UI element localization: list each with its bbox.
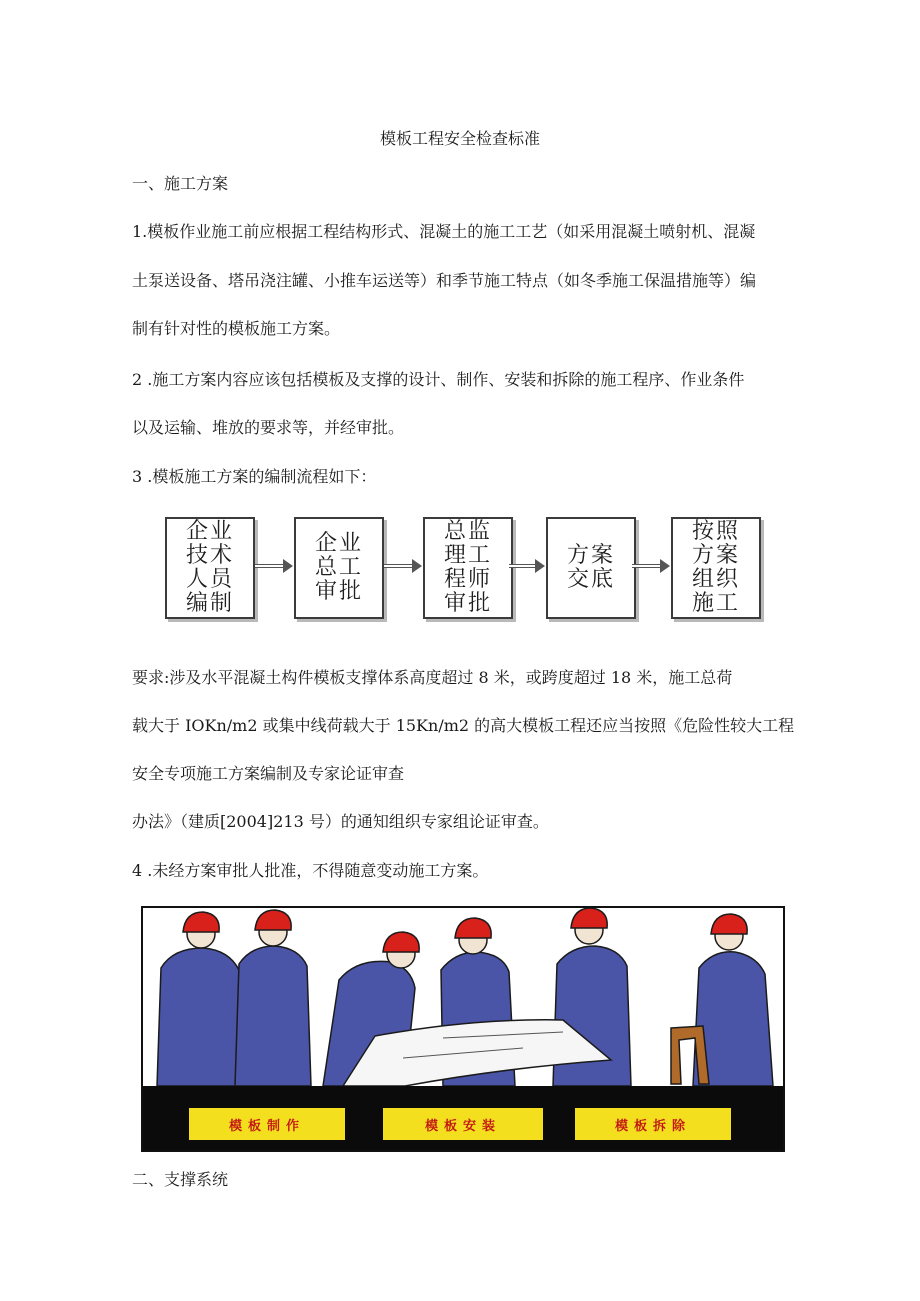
worker-illustration: [141, 906, 785, 1152]
requirement-line-3: 安全专项施工方案编制及专家论证审查: [132, 764, 405, 783]
flow-step-4: [546, 517, 636, 619]
sign-formwork-installing: 模板安装: [383, 1108, 543, 1140]
paragraph-1-line-3: 制有针对性的模板施工方案。: [132, 319, 341, 338]
paragraph-2-line-2: 以及运输、堆放的要求等，并经审批。: [132, 418, 405, 437]
flow-step-3: [423, 517, 513, 619]
sign-formwork-making: 模板制作: [189, 1108, 345, 1140]
flowchart: [165, 517, 765, 619]
section-heading-1: 一、施工方案: [132, 174, 229, 193]
requirement-line-1: 要求:涉及水平混凝土构件模板支撑体系高度超过 8 米，或跨度超过 18 米，施工总荷: [132, 668, 733, 687]
flow-arrow-1: [255, 563, 293, 569]
requirement-line-2: 载大于 IOKn/m2 或集中线荷载大于 15Kn/m2 的高大模板工程还应当按照《危险性较大工程: [132, 716, 795, 735]
flow-step-5-label: 按照方案组织施工: [691, 519, 740, 616]
paragraph-2-line-1: 2 .施工方案内容应该包括模板及支撑的设计、制作、安装和拆除的施工程序、作业条件: [132, 370, 745, 389]
flow-step-4-label: 方案交底: [566, 543, 615, 592]
requirement-line-4: 办法》（建质[2004]213 号）的通知组织专家组论证审查。: [132, 812, 549, 831]
section-heading-2: 二、支撑系统: [132, 1170, 229, 1189]
flow-arrow-2: [384, 563, 422, 569]
flow-step-2-label: 企业总工审批: [314, 531, 363, 604]
flow-step-2: [294, 517, 384, 619]
workers-drawing: [143, 908, 783, 1088]
sign-formwork-removing: 模板拆除: [575, 1108, 731, 1140]
page-title: 模板工程安全检查标准: [379, 129, 540, 148]
flow-step-3-label: 总监理工程师审批: [443, 519, 492, 616]
flow-step-1: [165, 517, 255, 619]
flow-step-1-label: 企业技术人员编制: [185, 519, 234, 616]
paragraph-1-line-2: 土泵送设备、塔吊浇注罐、小推车运送等）和季节施工特点（如冬季施工保温措施等）编: [132, 271, 757, 290]
paragraph-4: 4 .未经方案审批人批准，不得随意变动施工方案。: [132, 861, 489, 880]
flow-step-5: [671, 517, 761, 619]
flow-arrow-3: [509, 563, 545, 569]
paragraph-1-line-1: 1.模板作业施工前应根据工程结构形式、混凝土的施工工艺（如采用混凝土喷射机、混凝: [132, 222, 756, 241]
flow-arrow-4: [632, 563, 670, 569]
paragraph-3: 3 .模板施工方案的编制流程如下：: [132, 467, 377, 486]
